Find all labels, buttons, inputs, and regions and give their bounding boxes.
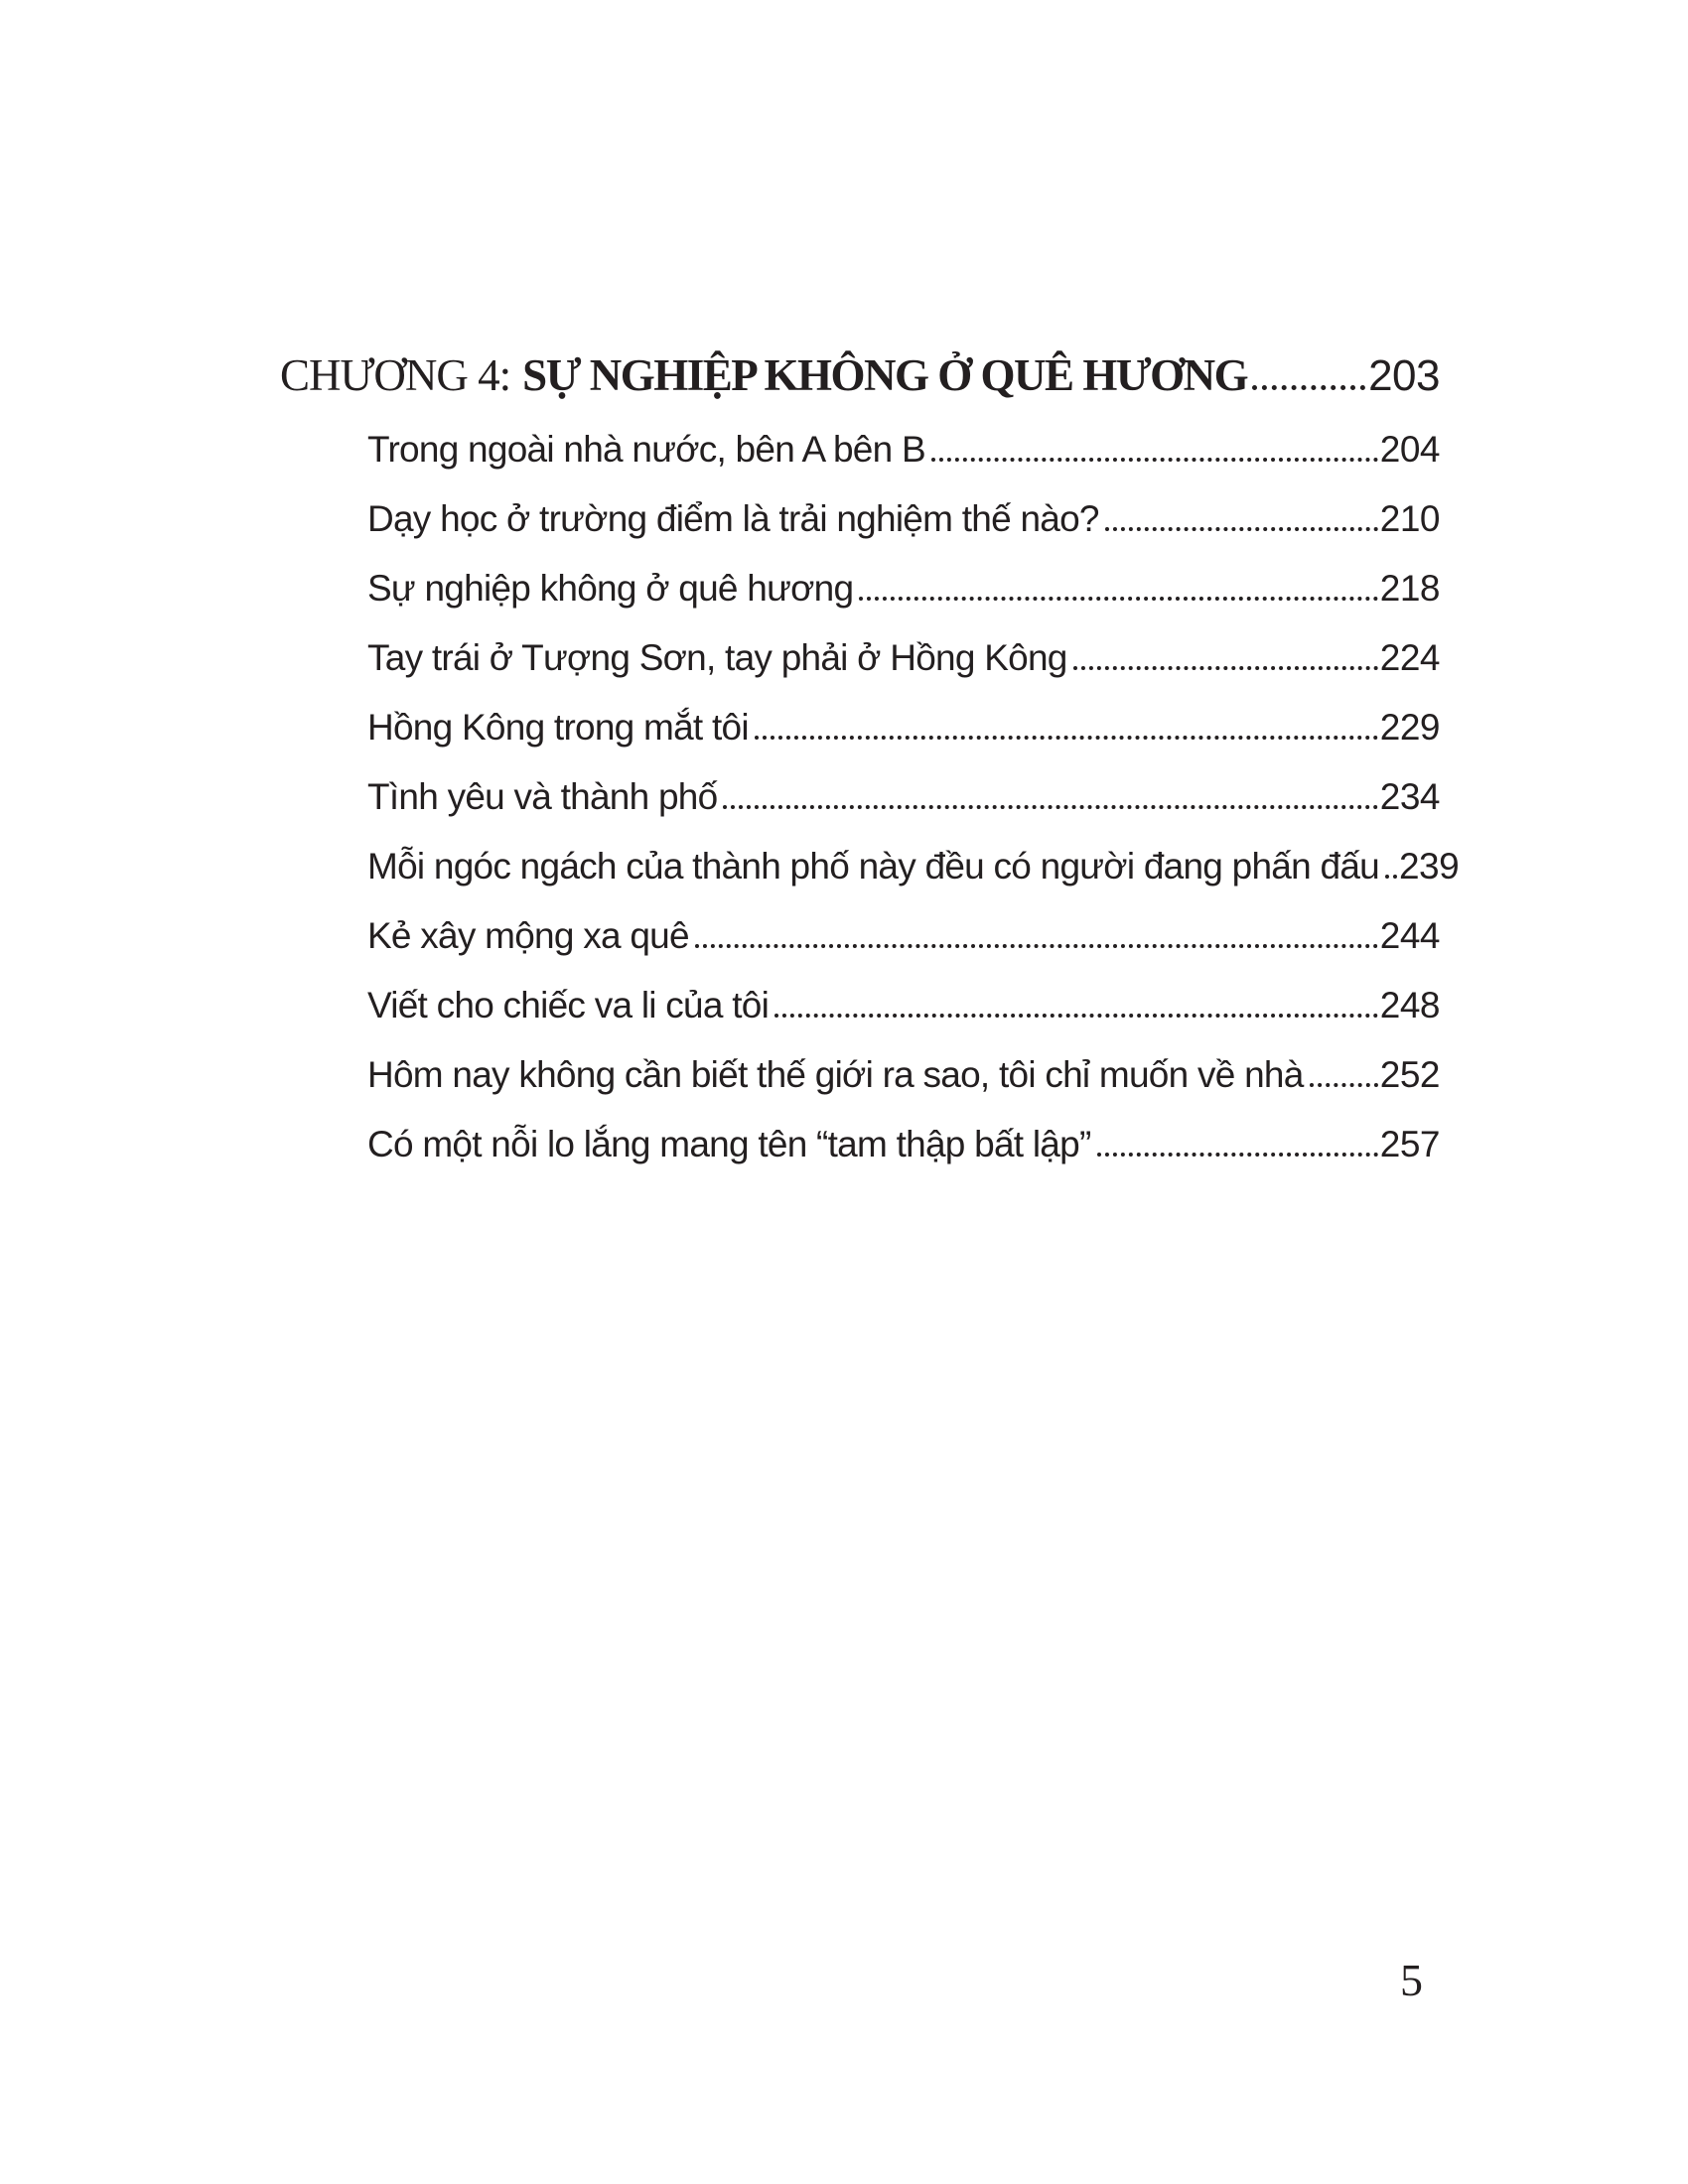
toc-entry xyxy=(367,498,1440,568)
dot-leader xyxy=(1097,1153,1378,1157)
dot-leader xyxy=(1073,666,1378,670)
toc-entry-page: 248 xyxy=(1379,985,1440,1025)
toc-entry-page: 234 xyxy=(1379,776,1440,817)
toc-entry-page: 218 xyxy=(1379,568,1440,609)
toc-entry-page: 239 xyxy=(1398,846,1460,887)
toc-entry-title: Tay trái ở Tượng Sơn, tay phải ở Hồng Kông xyxy=(367,637,1067,678)
toc-entry-page: 224 xyxy=(1379,637,1440,678)
toc-entry-title: Kẻ xây mộng xa quê xyxy=(367,915,689,956)
chapter-page-number: 203 xyxy=(1368,351,1440,400)
toc-entry-page: 229 xyxy=(1379,707,1440,748)
dot-leader xyxy=(774,1014,1378,1018)
dot-leader xyxy=(931,458,1378,462)
dot-leader xyxy=(755,736,1378,740)
dot-leader xyxy=(1252,385,1365,390)
dot-leader xyxy=(859,597,1377,601)
toc-entry-title: Viết cho chiếc va li của tôi xyxy=(367,985,770,1025)
dot-leader xyxy=(695,944,1378,948)
dot-leader xyxy=(1385,875,1397,879)
toc-entry-title: Mỗi ngóc ngách của thành phố này đều có người đang phấn đấu xyxy=(367,846,1379,887)
toc-entry xyxy=(367,1124,1440,1193)
toc-entry-page: 252 xyxy=(1379,1054,1440,1095)
toc-entry-title: Tình yêu và thành phố xyxy=(367,776,718,817)
dot-leader xyxy=(1310,1083,1378,1087)
toc-entry xyxy=(367,846,1460,915)
chapter-title: SỰ NGHIỆP KHÔNG Ở QUÊ HƯƠNG xyxy=(522,350,1248,400)
toc-entry xyxy=(367,915,1440,985)
chapter-label: CHƯƠNG 4: xyxy=(280,350,511,400)
toc-entry-title: Hôm nay không cần biết thế giới ra sao, tôi chỉ muốn về nhà xyxy=(367,1054,1304,1095)
toc-entry-title: Trong ngoài nhà nước, bên A bên B xyxy=(367,429,925,470)
toc-entry xyxy=(367,637,1440,707)
toc-entry xyxy=(367,776,1440,846)
toc-entry xyxy=(367,429,1440,498)
page-number-folio: 5 xyxy=(1400,1955,1423,2005)
toc-entry-title: Hồng Kông trong mắt tôi xyxy=(367,707,749,748)
toc-entry-title: Có một nỗi lo lắng mang tên “tam thập bất lập” xyxy=(367,1124,1091,1164)
toc-entry-page: 257 xyxy=(1379,1124,1440,1164)
toc-entry-title: Sự nghiệp không ở quê hương xyxy=(367,568,854,609)
table-of-contents xyxy=(280,349,1460,1193)
toc-entry xyxy=(367,1054,1440,1124)
toc-entry-page: 244 xyxy=(1379,915,1440,956)
toc-entry xyxy=(367,707,1440,776)
toc-entry xyxy=(367,568,1440,637)
toc-entry xyxy=(367,985,1440,1054)
dot-leader xyxy=(723,805,1377,809)
toc-entry-page: 210 xyxy=(1379,498,1440,539)
chapter-heading-row xyxy=(280,349,1440,413)
toc-entry-title: Dạy học ở trường điểm là trải nghiệm thế nào? xyxy=(367,498,1099,539)
toc-entry-page: 204 xyxy=(1379,429,1440,470)
dot-leader xyxy=(1105,527,1378,531)
toc-entry-list xyxy=(280,429,1460,1193)
